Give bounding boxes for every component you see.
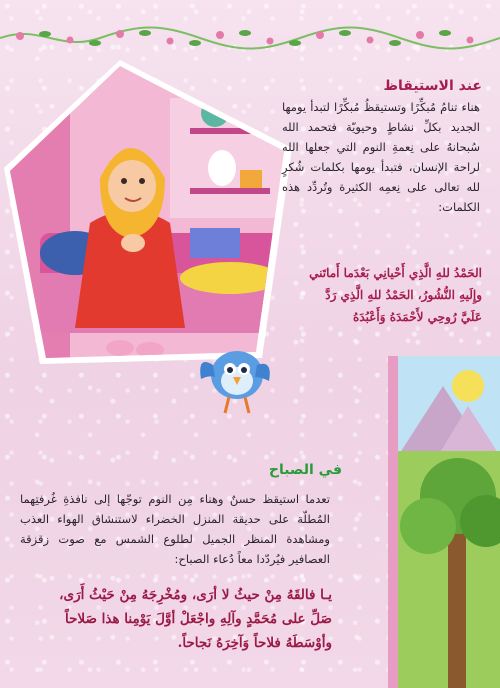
dua-line: وإِلَيهِ النُّشُورُ، الحَمْدُ للهِ الَّذِي رَدَّ — [325, 288, 482, 302]
dua-morning — [17, 583, 332, 655]
section-paragraph-waking: هناء تنامُ مُبكِّرًا وتستيقظُ مُبكِّرًا لتبدأ يومها الجديد بكلِّ نشاطٍ وحيويّة فتحمد الله سُبحانهُ على نِعمةِ النوم التي جعلها الله لراحة الإنسان، فتبدأ يومها بكلمات شُكرٍ لله تعالى على نِعمِه الكثيرة وتُردِّد هذه الكلمات: — [282, 100, 480, 214]
dua-line: وأوْسَطَهُ فلاحاً وَآخِرَهُ نَجاحاً. — [177, 635, 332, 651]
blue-bird-illustration — [195, 335, 275, 420]
floral-vine-border — [0, 24, 500, 52]
dua-line: صَلِّ على مُحَمَّدٍ وآلِهِ واجْعَلْ أوَّلَ يَوْمِنا هذا صَلاحاً — [64, 611, 332, 627]
dua-line: الحَمْدُ للهِ الَّذِي أَحْيانِي بَعْدَما أَماتَني — [309, 266, 482, 280]
dua-line: يـا فالقَهُ مِنْ حيثُ لا أرَى، ومُخْرِجَهُ مِنْ حَيْثُ أَرَى، — [59, 587, 332, 603]
window-landscape-illustration — [388, 356, 500, 688]
dua-waking — [252, 262, 482, 328]
section-paragraph-morning: تعدما استيقظ حسنٌ وهناء مِن النوم توجّها إلى نافذةِ غُرفتِهما المُطلّة على حديقة المنزل الخضراء لاستنشاق الهواء العذب ومشاهدة المنظر الجميل لطلوع الشمس مع صوت زقزقة العصافير فيُردّدا معاً دُعاء الصباح: — [20, 492, 330, 566]
section-title-morning: في الصباح — [268, 462, 342, 478]
dua-line: عَلَيَّ رُوحِي لأَحْمَدَهُ وَأَعْبُدَهُ — [353, 310, 482, 324]
section-title-waking: عند الاستيقاظ — [383, 78, 482, 94]
